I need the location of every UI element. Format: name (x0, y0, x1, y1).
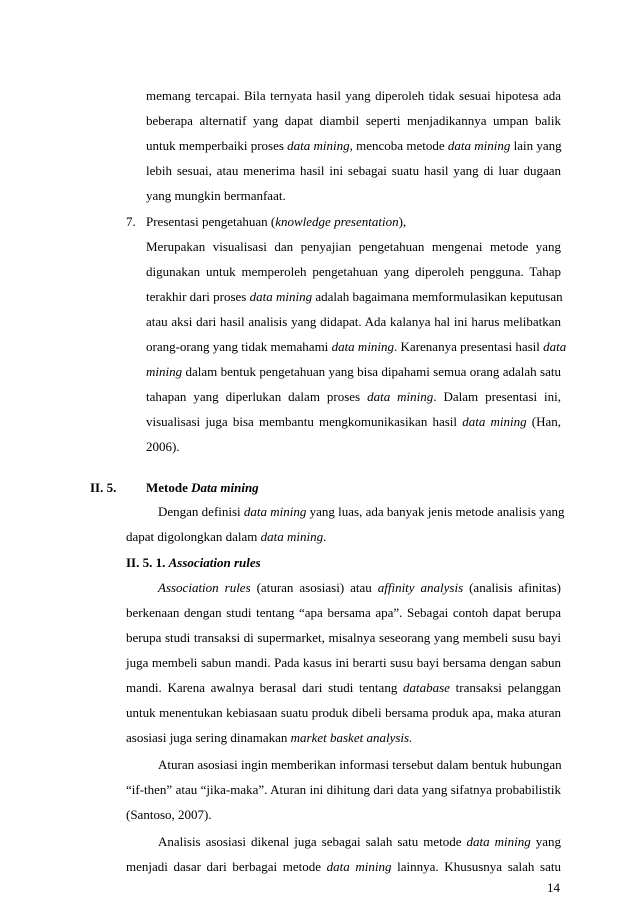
subsection-title: II. 5. 1. Association rules (126, 555, 261, 570)
text-line: juga membeli sabun mandi. Pada kasus ini berarti susu bayi bersama dengan sabun (126, 655, 561, 670)
text-line: terakhir dari proses data mining adalah bagaimana memformulasikan keputusan (146, 289, 563, 304)
text-line: (Santoso, 2007). (126, 807, 212, 822)
page-number: 14 (547, 880, 560, 895)
text-line: “if-then” atau “jika-maka”. Aturan ini dihitung dari data yang sifatnya probabilistik (126, 782, 561, 797)
text-line: Merupakan visualisasi dan penyajian pengetahuan mengenai metode yang (146, 239, 561, 254)
text-line: dapat digolongkan dalam data mining. (126, 529, 327, 544)
text-line: untuk menentukan kebiasaan suatu produk dibeli bersama produk apa, maka aturan (126, 705, 561, 720)
text-line: menjadi dasar dari berbagai metode data mining lainnya. Khususnya salah satu (126, 859, 561, 874)
text-line: untuk memperbaiki proses data mining, mencoba metode data mining lain yang (146, 138, 562, 153)
text-line: Aturan asosiasi ingin memberikan informasi tersebut dalam bentuk hubungan (158, 757, 562, 772)
section-title: Metode Data mining (146, 480, 259, 495)
text-line: lebih sesuai, atau menerima hasil ini sebagai suatu hasil yang di luar dugaan (146, 163, 561, 178)
text-line: Dengan definisi data mining yang luas, ada banyak jenis metode analisis yang (158, 504, 565, 519)
text-line: atau aksi dari hasil analisis yang didapat. Ada kalanya hal ini harus melibatkan (146, 314, 561, 329)
text-line: 2006). (146, 439, 180, 454)
text-line: memang tercapai. Bila ternyata hasil yang diperoleh tidak sesuai hipotesa ada (146, 88, 561, 103)
text-line: Analisis asosiasi dikenal juga sebagai salah satu metode data mining yang (158, 834, 561, 849)
list-item-title: Presentasi pengetahuan (knowledge presentation), (146, 214, 407, 229)
text-line: digunakan untuk memperoleh pengetahuan yang diperoleh pengguna. Tahap (146, 264, 561, 279)
text-line: tahapan yang diperlukan dalam proses data mining. Dalam presentasi ini, (146, 389, 562, 404)
section-number: II. 5. (90, 480, 117, 495)
list-number: 7. (126, 214, 136, 229)
text-line: orang-orang yang tidak memahami data mining. Karenanya presentasi hasil data (146, 339, 567, 354)
text-line: yang mungkin bermanfaat. (146, 188, 286, 203)
text-line: berkenaan dengan studi tentang “apa bersama apa”. Sebagai contoh dapat berupa (126, 605, 561, 620)
text-line: Association rules (aturan asosiasi) atau affinity analysis (analisis afinitas) (158, 580, 561, 595)
text-line: berupa studi transaksi di supermarket, misalnya seseorang yang membeli susu bayi (126, 630, 561, 645)
text-line: mandi. Karena awalnya berasal dari studi tentang database transaksi pelanggan (126, 680, 561, 695)
text-line: asosiasi juga sering dinamakan market basket analysis. (126, 730, 413, 745)
text-line: mining dalam bentuk pengetahuan yang bisa dipahami semua orang adalah satu (146, 364, 561, 379)
text-line: beberapa alternatif yang dapat diambil seperti menjadikannya umpan balik (146, 113, 561, 128)
text-line: visualisasi juga bisa membantu mengkomunikasikan hasil data mining (Han, (146, 414, 561, 429)
